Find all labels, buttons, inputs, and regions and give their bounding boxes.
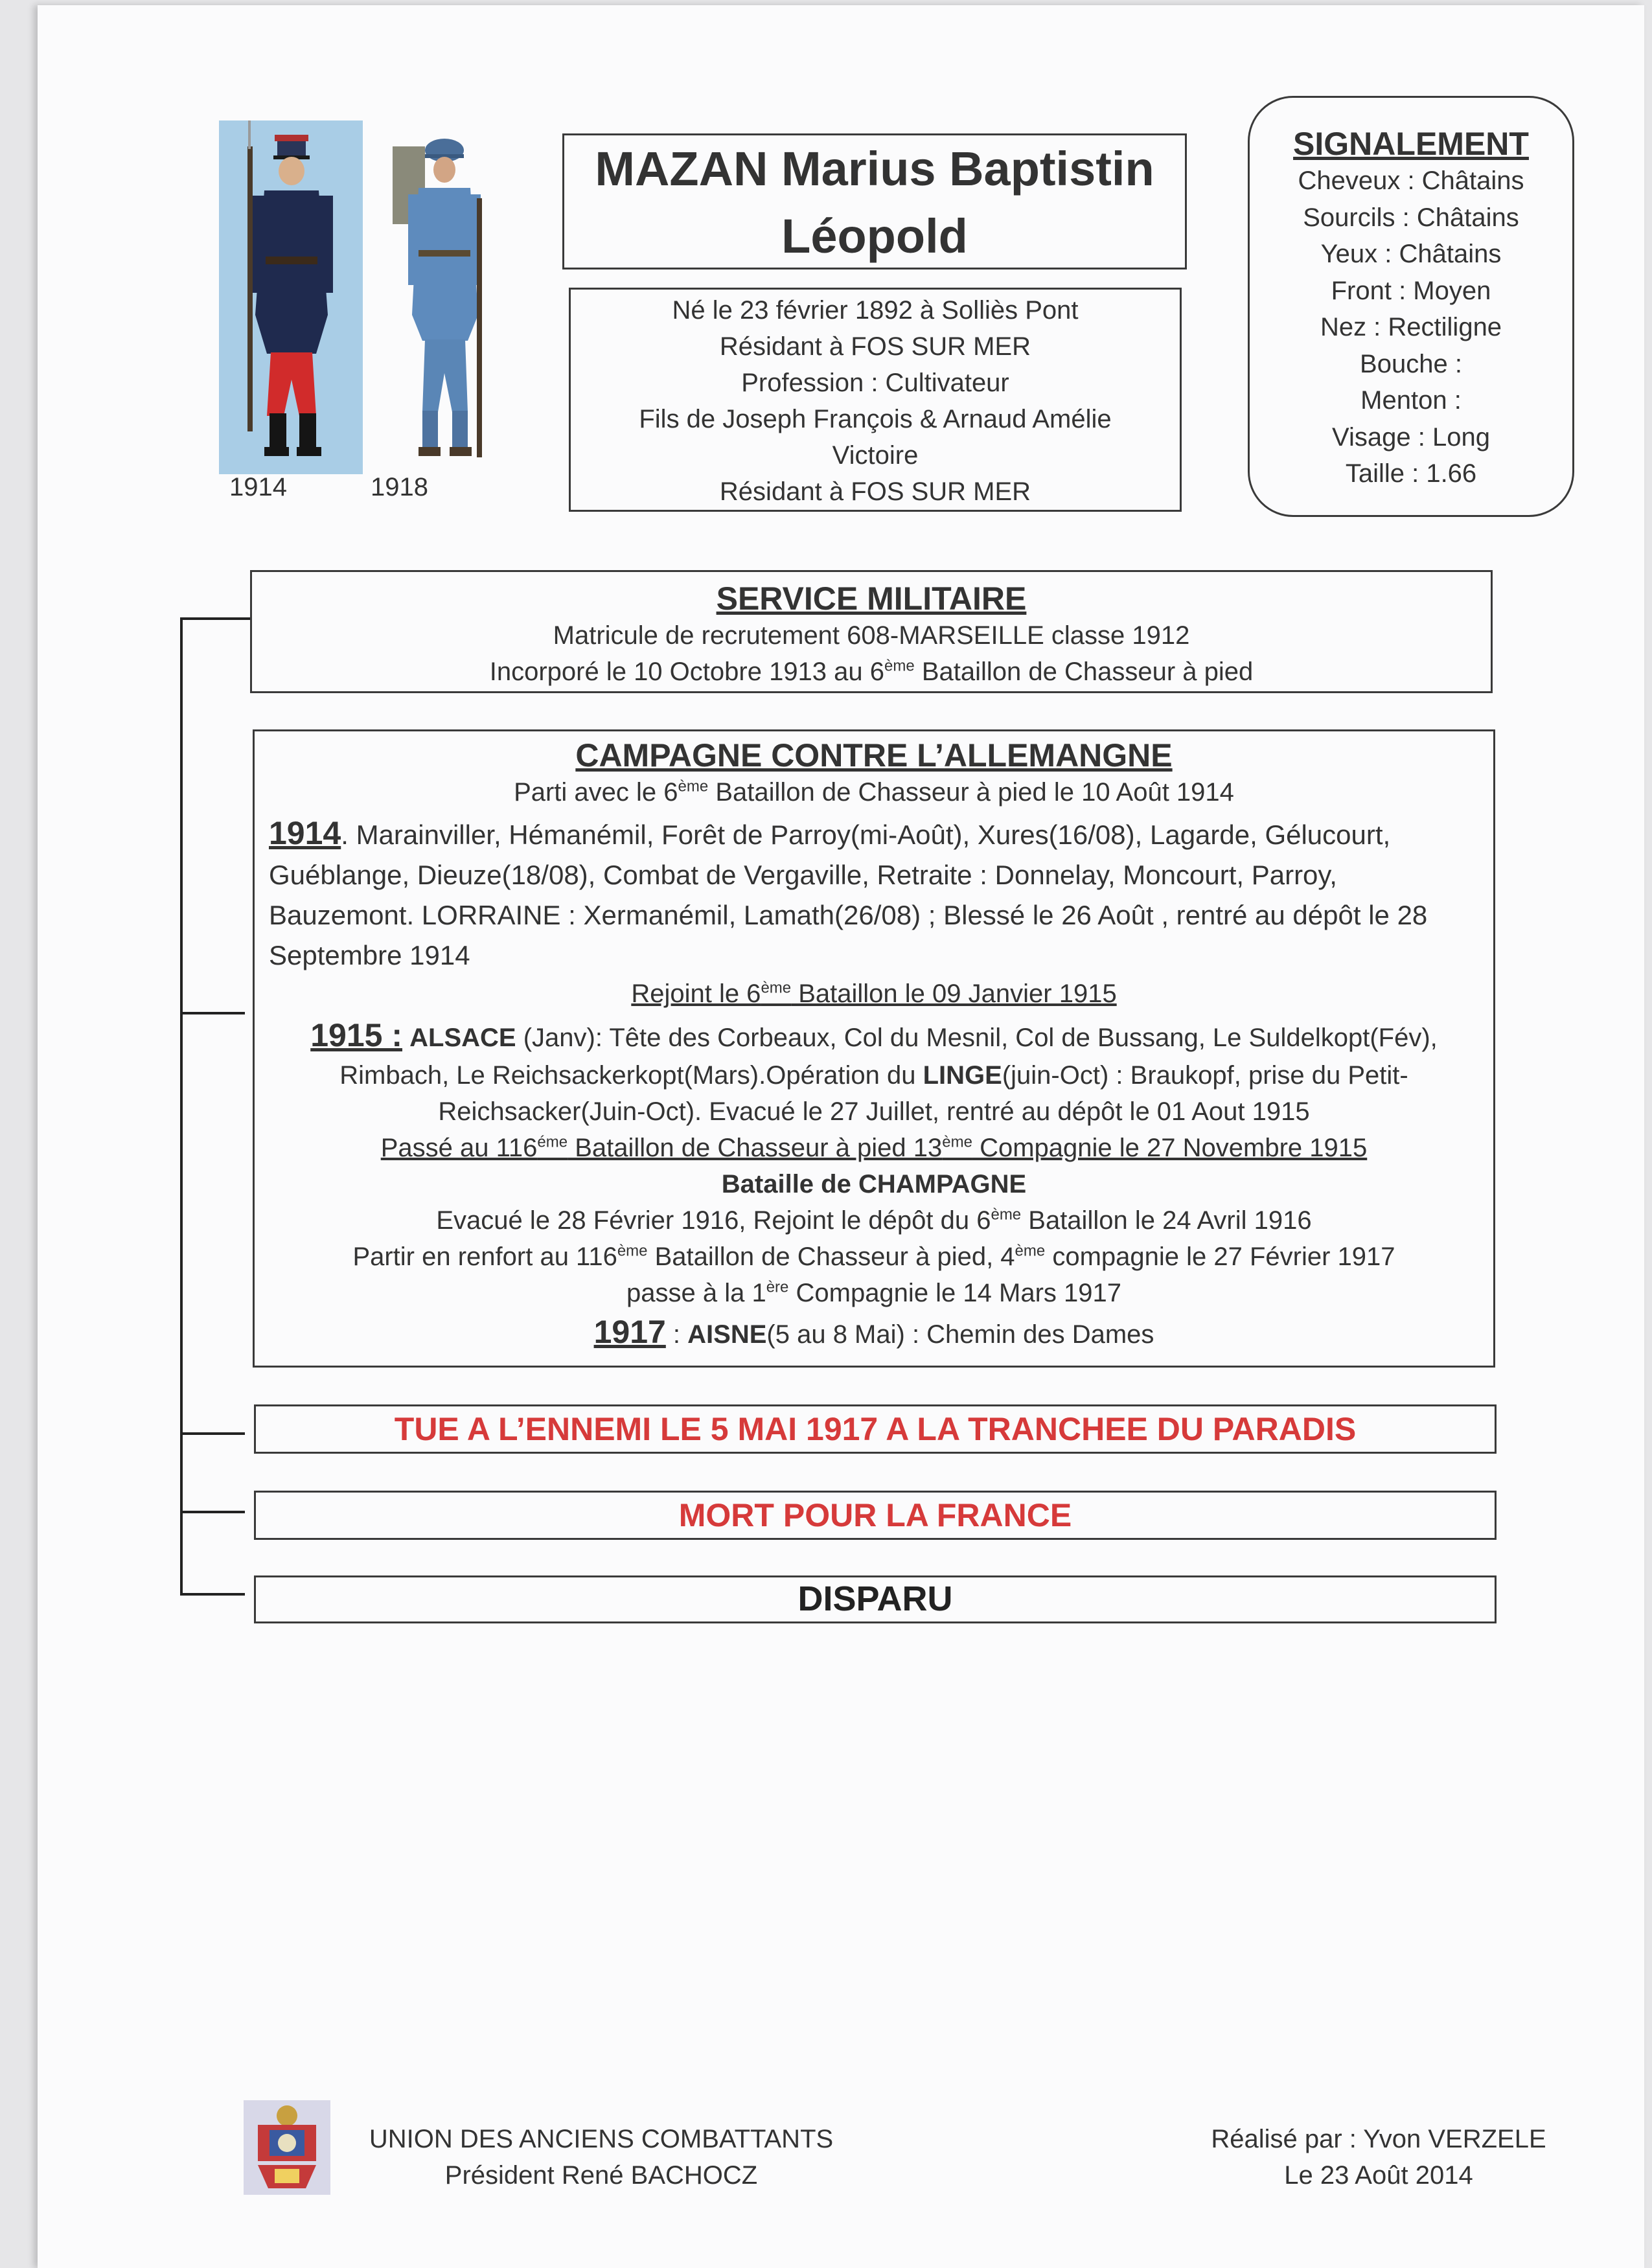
birth-line: Résidant à FOS SUR MER: [719, 477, 1031, 506]
signalement-line: Nez : Rectiligne: [1320, 313, 1502, 341]
tree-branch-tue: [180, 1432, 245, 1435]
service-incorporation: Incorporé le 10 Octobre 1913 au 6ème Bataillon de Chasseur à pied: [489, 657, 1254, 686]
campagne-heading: CAMPAGNE CONTRE L’ALLEMANGNE: [575, 737, 1173, 773]
soldier-1918-image: [380, 120, 504, 474]
footer-author-name: Réalisé par : Yvon VERZELE: [1211, 2125, 1546, 2153]
tue-ennemi-text: TUE A L’ENNEMI LE 5 MAI 1917 A LA TRANCHEE DU PARADIS: [394, 1411, 1357, 1447]
signalement-heading: SIGNALEMENT: [1293, 126, 1529, 162]
campagne-1915-line3: Reichsacker(Juin-Oct). Evacué le 27 Juillet, rentré au dépôt le 01 Aout 1915: [438, 1097, 1310, 1126]
campagne-passe-1ere: passe à la 1ère Compagnie le 14 Mars 1917: [626, 1278, 1122, 1307]
campagne-renfort: Partir en renfort au 116ème Bataillon de Chasseur à pied, 4ème compagnie le 27 Février 1917: [352, 1242, 1395, 1271]
birth-line: Né le 23 février 1892 à Solliès Pont: [672, 296, 1079, 325]
signalement-line: Menton :: [1360, 386, 1462, 415]
mort-pour-la-france-box: [254, 1491, 1497, 1540]
footer-author-date: Le 23 Août 2014: [1284, 2161, 1473, 2190]
campagne-1917: 1917 : AISNE(5 au 8 Mai) : Chemin des Dames: [593, 1314, 1154, 1350]
disparu-text: DISPARU: [797, 1579, 953, 1618]
campagne-depart: Parti avec le 6ème Bataillon de Chasseur à pied le 10 Août 1914: [514, 777, 1234, 807]
document-page: [38, 5, 1644, 2268]
soldier-1914-image: [219, 120, 363, 474]
service-matricule: Matricule de recrutement 608-MARSEILLE classe 1912: [553, 621, 1190, 650]
tree-branch-campaign: [180, 1012, 245, 1014]
name-line-1: MAZAN Marius Baptistin: [595, 142, 1154, 196]
name-title-box: [562, 133, 1187, 269]
campagne-box: [253, 729, 1495, 1368]
signalement-line: Bouche :: [1360, 349, 1462, 378]
campagne-rejoint: Rejoint le 6ème Bataillon le 09 Janvier 1915: [631, 979, 1117, 1008]
campagne-bataille-champagne: Bataille de CHAMPAGNE: [721, 1170, 1027, 1198]
tree-branch-mort: [180, 1511, 245, 1513]
signalement-line: Visage : Long: [1332, 422, 1490, 452]
campagne-1914-text: 1914. Marainviller, Hémanémil, Forêt de Parroy(mi-Août), Xures(16/08), Lagarde, Gélucourt, Guéblange, Dieuze(18/08), Combat de Vergaville, Retraite : Donnelay, Moncourt, Parroy, Bauzemont. LORRAINE : Xermanémil, Lamath(26/08) ; Blessé le 26 Août , rentré au dépôt le 28 Septembre 1914: [269, 815, 1428, 970]
service-militaire-box: [250, 570, 1493, 693]
footer-org-name: UNION DES ANCIENS COMBATTANTS: [369, 2125, 834, 2153]
campagne-evacue-1916: Evacué le 28 Février 1916, Rejoint le dépôt du 6ème Bataillon le 24 Avril 1916: [436, 1206, 1312, 1235]
signalement-box: [1248, 96, 1574, 517]
footer-organization: [355, 2121, 847, 2194]
disparu-box: [254, 1575, 1497, 1623]
birth-line: Victoire: [832, 441, 919, 470]
birth-info-box: [569, 288, 1182, 512]
association-emblem-icon: [238, 2094, 336, 2201]
name-line-2: Léopold: [781, 209, 968, 263]
signalement-line: Sourcils : Châtains: [1303, 203, 1519, 232]
birth-line: Fils de Joseph François & Arnaud Amélie: [639, 405, 1112, 433]
signalement-line: Taille : 1.66: [1345, 459, 1477, 488]
tue-ennemi-box: [254, 1404, 1497, 1454]
footer-org-president: Président René BACHOCZ: [444, 2161, 758, 2190]
footer-author: [1191, 2121, 1566, 2194]
signalement-line: Front : Moyen: [1331, 276, 1491, 305]
figure-year-1918: 1918: [371, 473, 428, 501]
tree-branch-service: [180, 617, 251, 620]
birth-line: Résidant à FOS SUR MER: [719, 332, 1031, 361]
campagne-1915-line2: Rimbach, Le Reichsackerkopt(Mars).Opération du LINGE(juin-Oct) : Braukopf, prise du Petit-: [339, 1061, 1408, 1090]
service-heading: SERVICE MILITAIRE: [716, 580, 1027, 617]
signalement-line: Yeux : Châtains: [1320, 240, 1502, 268]
birth-line: Profession : Cultivateur: [741, 369, 1009, 397]
campagne-passe-116: Passé au $116^{éme}$ Bataillon de Chasseur à pied 13ème Compagnie le 27 Novembre 1915: [380, 1133, 1368, 1162]
signalement-line: Cheveux : Châtains: [1298, 166, 1524, 195]
tree-branch-disparu: [180, 1593, 245, 1596]
figure-year-1914: 1914: [229, 473, 287, 501]
mort-pour-la-france-text: MORT POUR LA FRANCE: [678, 1497, 1072, 1533]
campagne-1915-line1: 1915 : ALSACE (Janv): Tête des Corbeaux, Col du Mesnil, Col de Bussang, Le Suldelkopt(Fév),: [310, 1017, 1438, 1053]
tree-vertical-line: [180, 617, 183, 1596]
